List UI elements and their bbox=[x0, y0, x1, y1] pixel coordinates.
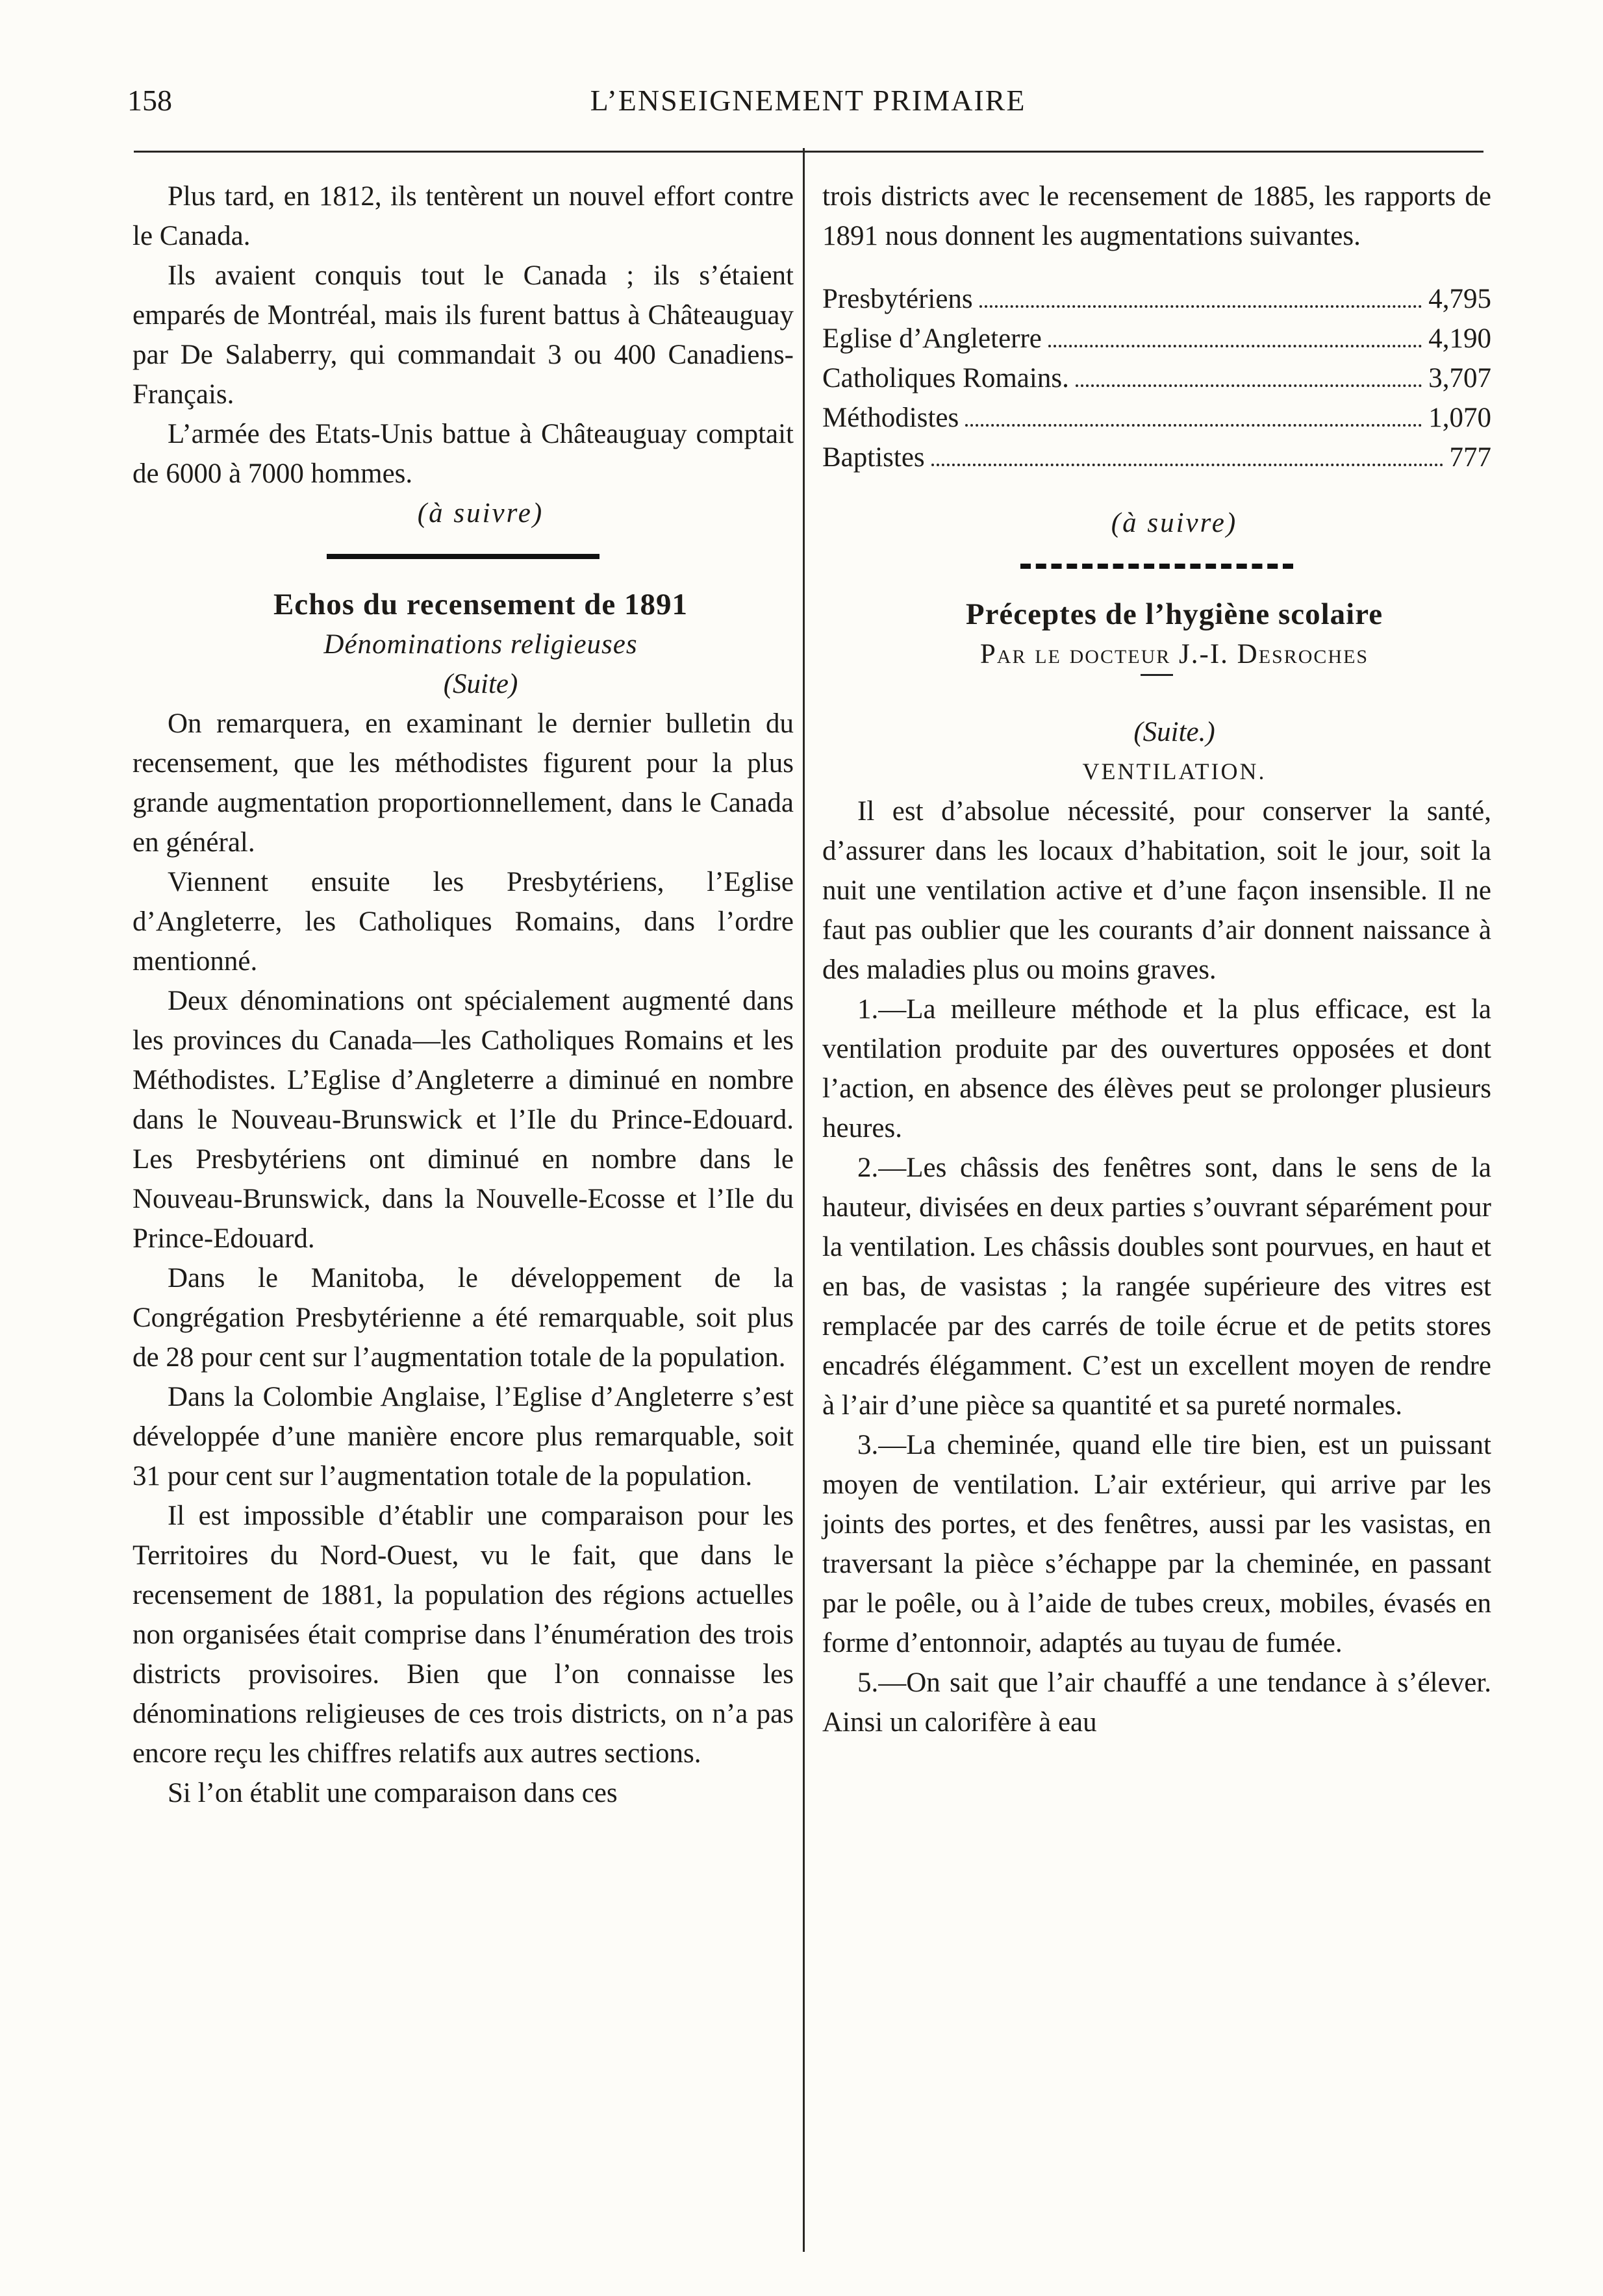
running-title: L’ENSEIGNEMENT PRIMAIRE bbox=[590, 84, 1026, 117]
body-paragraph: Viennent ensuite les Presbytériens, l’Eglise d’Angleterre, les Catholiques Romains, dans l’ordre mentionné. bbox=[133, 867, 794, 977]
ornament-rule bbox=[327, 554, 600, 559]
page-header bbox=[127, 83, 1489, 122]
ornament-rule bbox=[1020, 564, 1293, 569]
page-number: 158 bbox=[127, 84, 172, 117]
dot-leader bbox=[1076, 384, 1422, 387]
stat-value: 1,070 bbox=[1428, 403, 1491, 433]
continuation-paragraph: trois districts avec le recensement de 1885, les rapports de 1891 nous donnent les augmentations suivantes. bbox=[822, 181, 1491, 251]
stat-value: 777 bbox=[1449, 442, 1491, 473]
header-rule bbox=[134, 151, 1483, 153]
right-column bbox=[822, 177, 1491, 1742]
subheading: VENTILATION. bbox=[1082, 758, 1267, 784]
section-subtitle: Dénominations religieuses bbox=[323, 629, 638, 660]
body-paragraph: 1.—La meilleure méthode et la plus efficace, est la ventilation produite par des ouvertures opposées et dont l’action, en absence des élèves peut se prolonger plusieurs heures. bbox=[822, 994, 1491, 1143]
intro-paragraph: Ils avaient conquis tout le Canada ; ils s’étaient emparés de Montréal, mais ils furent battus à Châteauguay par De Salaberry, qui commandait 3 ou 400 Canadiens-Français. bbox=[133, 260, 794, 410]
body-paragraph: Deux dénominations ont spécialement augmenté dans les provinces du Canada—les Catholiques Romains et les Méthodistes. L’Eglise d’Angleterre a diminué en nombre dans le Nouveau-Brunswick et l’Ile du Prince-Edouard. Les Presbytériens ont diminué en nombre dans le Nouveau-Brunswick, dans la Nouvelle-Ecosse et l’Ile du Prince-Edouard. bbox=[133, 986, 794, 1254]
intro-paragraph: L’armée des Etats-Unis battue à Châteauguay comptait de 6000 à 7000 hommes. bbox=[133, 419, 794, 489]
body-paragraph: 2.—Les châssis des fenêtres sont, dans le sens de la hauteur, divisées en deux parties s’ouvrant séparément pour la ventilation. Les châssis doubles sont pourvues, en haut et en bas, de vasistas ; la rangée supérieure des vitres est remplacée par des carrés de toile écrue et de petits stores encadrés élégamment. C’est un excellent moyen de rendre à l’air d’une pièce sa quantité et sa pureté normales. bbox=[822, 1153, 1491, 1421]
section-title: Préceptes de l’hygiène scolaire bbox=[965, 597, 1383, 631]
stat-row bbox=[822, 358, 1491, 398]
section-title: Echos du recensement de 1891 bbox=[273, 588, 688, 621]
dot-leader bbox=[931, 464, 1443, 466]
stat-name: Presbytériens bbox=[822, 284, 973, 314]
dot-leader bbox=[965, 424, 1422, 427]
body-paragraph: Dans le Manitoba, le développement de la Congrégation Presbytérienne a été remarquable, soit plus de 28 pour cent sur l’augmentation totale de la population. bbox=[133, 1263, 794, 1373]
stat-value: 4,795 bbox=[1428, 284, 1491, 314]
body-paragraph: Il est d’absolue nécessité, pour conserver la santé, d’assurer dans les locaux d’habitation, soit le jour, soit la nuit une ventilation active et d’une façon insensible. Il ne faut pas oublier que les courants d’air donnent naissance à des maladies plus ou moins graves. bbox=[822, 796, 1491, 985]
stat-row bbox=[822, 279, 1491, 319]
stat-row bbox=[822, 398, 1491, 438]
body-paragraph: Il est impossible d’établir une comparaison pour les Territoires du Nord-Ouest, vu le fait, que dans le recensement de 1881, la population des régions actuelles non organisées était comprise dans l’énumération des trois districts provisoires. Bien que l’on connaisse les dénominations religieuses de ces trois districts, on n’a pas encore reçu les chiffres relatifs aux autres sections. bbox=[133, 1501, 794, 1769]
stat-name: Eglise d’Angleterre bbox=[822, 323, 1042, 354]
dot-leader bbox=[979, 305, 1422, 308]
body-paragraph: 5.—On sait que l’air chauffé a une tendance à s’élever. Ainsi un calorifère à eau bbox=[822, 1667, 1491, 1738]
a-suivre-label: (à suivre) bbox=[1111, 508, 1238, 538]
body-paragraph: 3.—La cheminée, quand elle tire bien, est un puissant moyen de ventilation. L’air extérieur, qui arrive par les joints des portes, et des fenêtres, aussi par les vasistas, en traversant la pièce s’échappe par la cheminée, en passant par le poêle, ou à l’aide de tubes creux, mobiles, évasés en forme d’entonnoir, adaptés au tuyau de fumée. bbox=[822, 1430, 1491, 1658]
stat-name: Baptistes bbox=[822, 442, 925, 473]
suite-label: (Suite) bbox=[443, 669, 518, 699]
stat-name: Catholiques Romains. bbox=[822, 363, 1069, 393]
statistics-list bbox=[822, 279, 1491, 477]
body-paragraph: Dans la Colombie Anglaise, l’Eglise d’Angleterre s’est développée d’une manière encore plus remarquable, soit 31 pour cent sur l’augmentation totale de la population. bbox=[133, 1382, 794, 1491]
stat-row bbox=[822, 438, 1491, 477]
stat-row bbox=[822, 319, 1491, 358]
dot-leader bbox=[1048, 345, 1422, 347]
column-divider bbox=[803, 148, 805, 2252]
stat-value: 3,707 bbox=[1428, 363, 1491, 393]
a-suivre-label: (à suivre) bbox=[417, 498, 544, 529]
stat-name: Méthodistes bbox=[822, 403, 959, 433]
author-byline: Par le docteur J.-I. Desroches bbox=[979, 639, 1369, 669]
body-paragraph: On remarquera, en examinant le dernier bulletin du recensement, que les méthodistes figurent pour la plus grande augmentation proportionnellement, dans le Canada en général. bbox=[133, 708, 794, 858]
dash-separator bbox=[1141, 674, 1173, 676]
intro-paragraph: Plus tard, en 1812, ils tentèrent un nouvel effort contre le Canada. bbox=[133, 181, 794, 251]
stat-value: 4,190 bbox=[1428, 323, 1491, 354]
suite-label: (Suite.) bbox=[1133, 717, 1215, 747]
left-column bbox=[133, 177, 794, 1813]
body-paragraph: Si l’on établit une comparaison dans ces bbox=[168, 1778, 618, 1808]
